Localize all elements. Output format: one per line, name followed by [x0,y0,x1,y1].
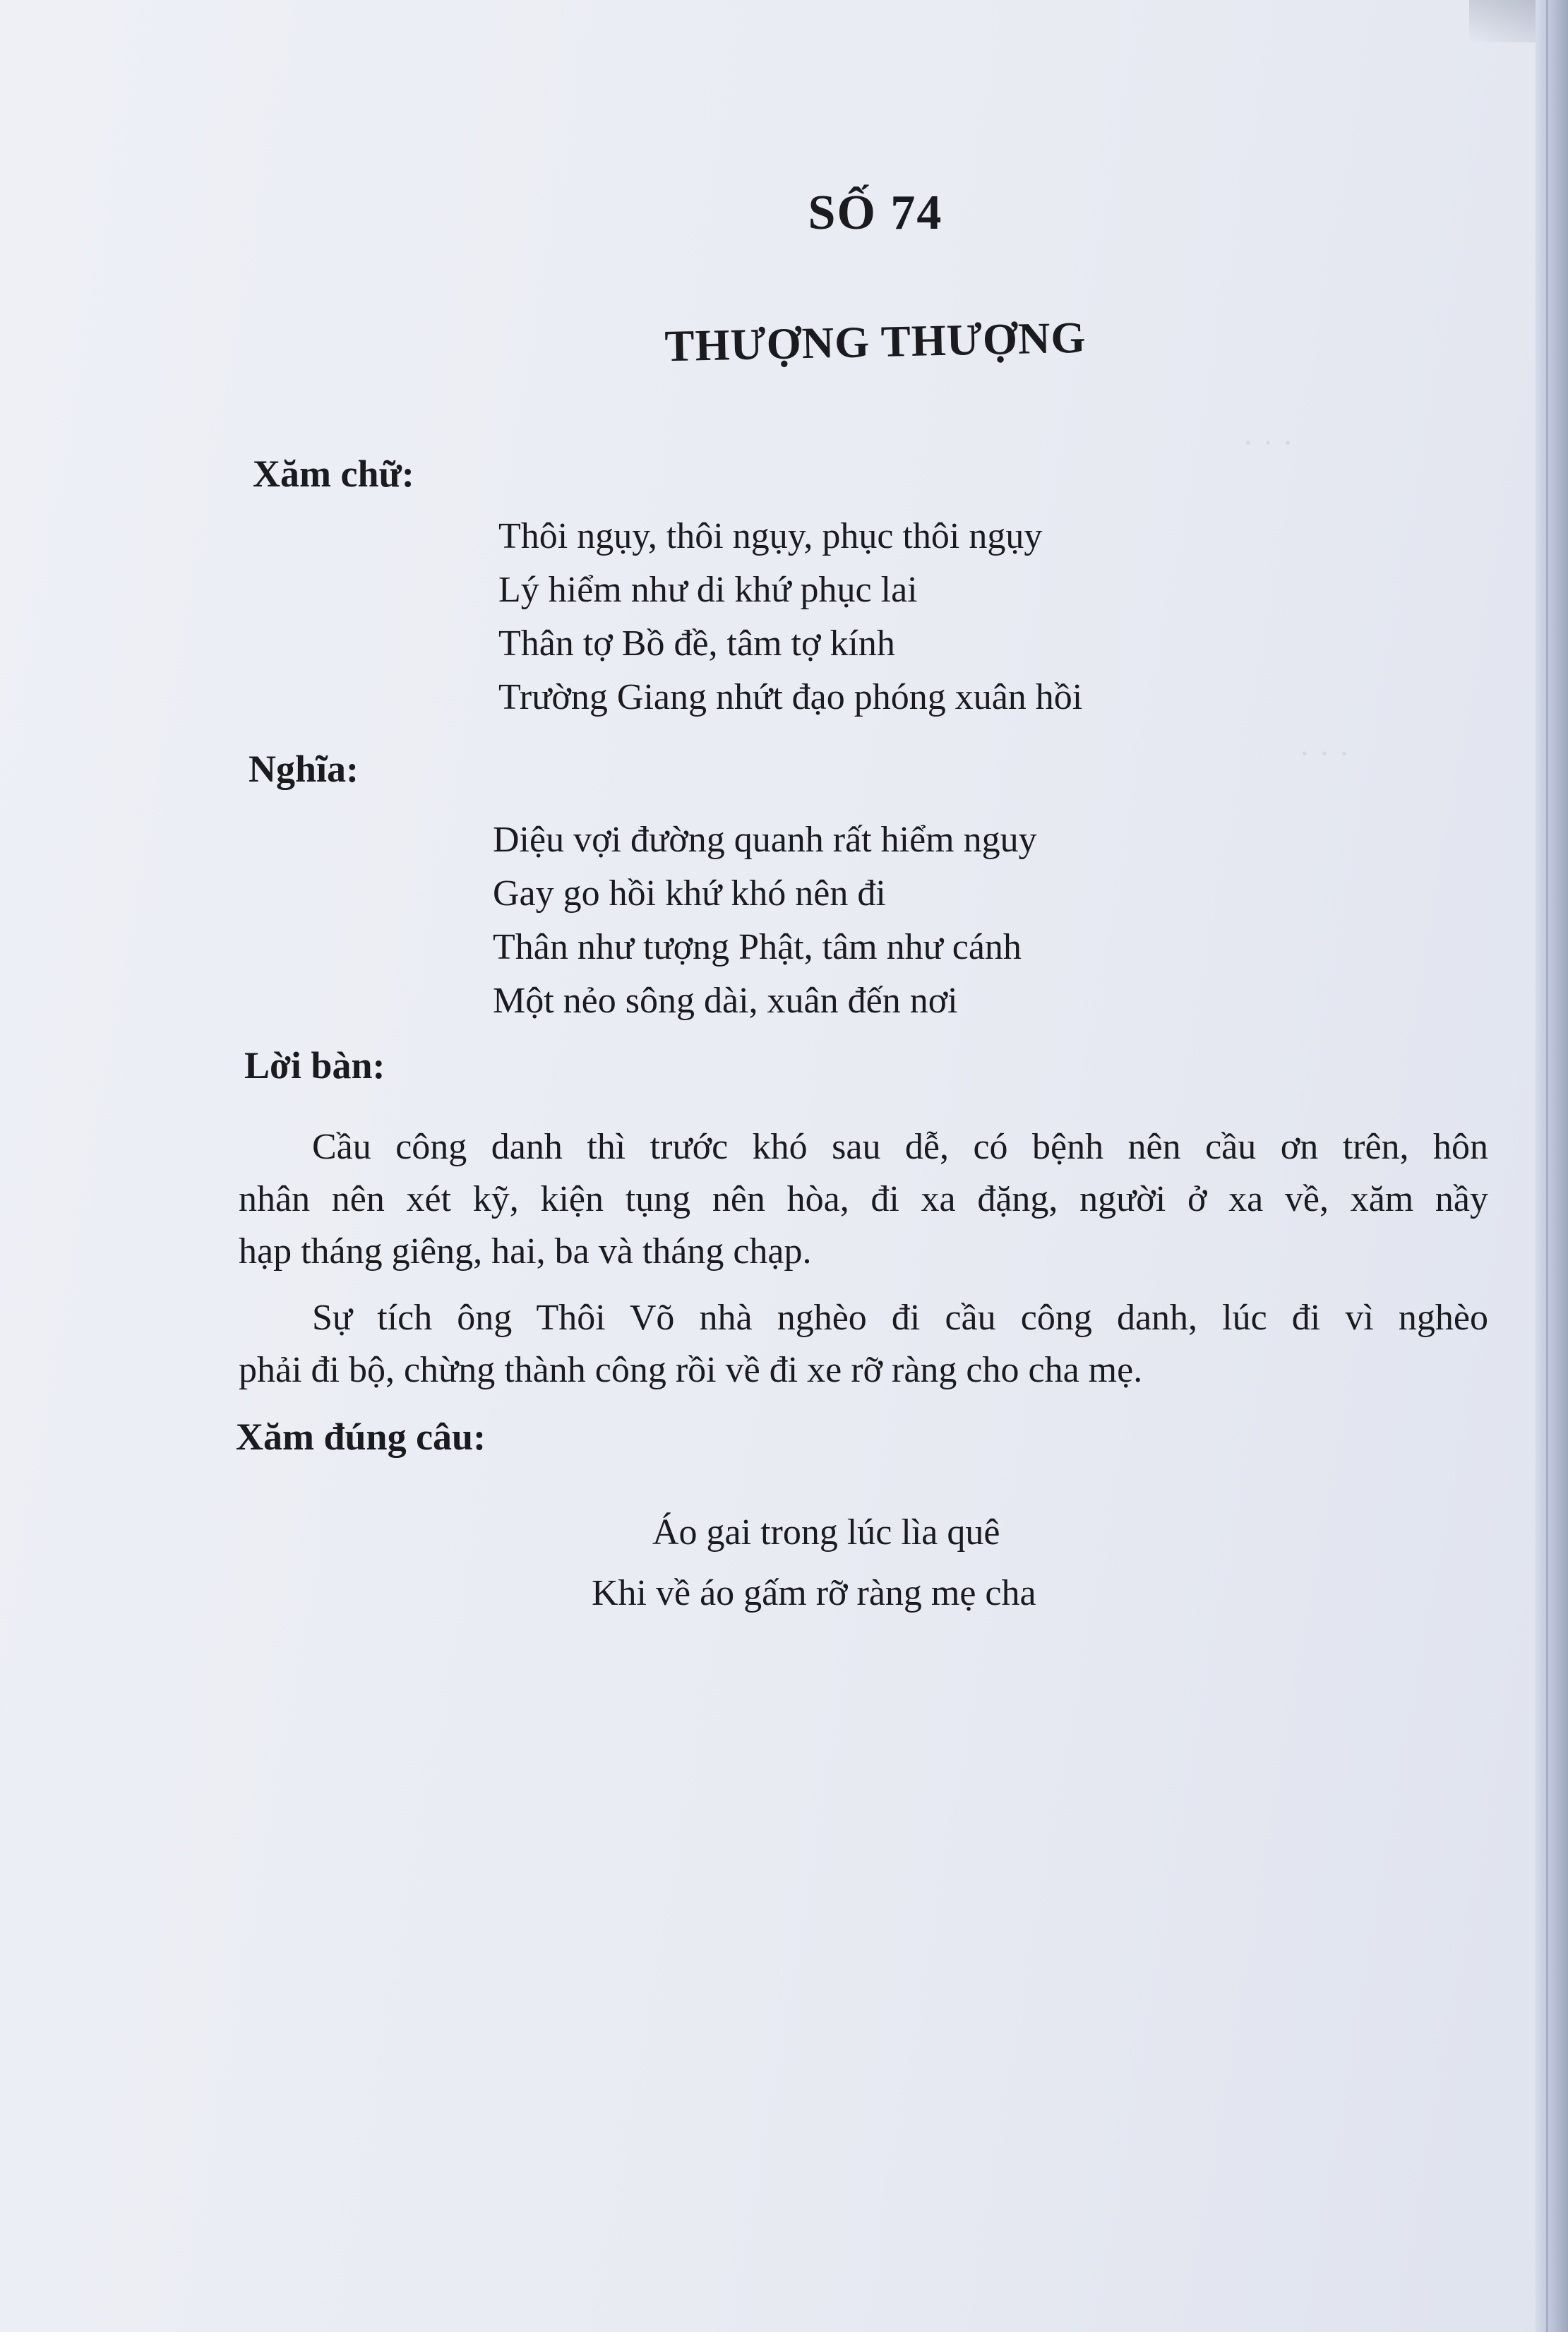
fortune-number: SỐ 74 [808,186,943,240]
verse-line: Một nẻo sông dài, xuân đến nơi [493,981,958,1021]
loi-ban-paragraph-2 [239,1292,1488,1397]
verse-line: Áo gai trong lúc lìa quê [652,1512,1000,1553]
section-label-xam-dung-cau: Xăm đúng câu: [236,1416,486,1458]
bleed-through-text: · · · [1243,424,1293,462]
nghia-verse [493,813,1037,1028]
verse-line: Lý hiểm như di khứ phục lai [498,570,918,610]
xam-chu-verse [498,510,1082,724]
verse-line: Diệu vợi đường quanh rất hiểm nguy [493,820,1037,860]
section-label-nghia: Nghĩa: [249,748,359,790]
loi-ban-paragraph-1 [239,1121,1488,1278]
paragraph-line: hạp tháng giêng, hai, ba và tháng chạp. [239,1231,812,1272]
bleed-through-text: · · · [1299,735,1350,772]
verse-line: Trường Giang nhứt đạo phóng xuân hồi [498,677,1083,717]
section-label-loi-ban: Lời bàn: [244,1044,385,1087]
verse-line: Thân như tượng Phật, tâm như cánh [493,927,1022,967]
verse-line: Thân tợ Bồ đề, tâm tợ kính [498,623,895,664]
verse-line: Khi về áo gấm rỡ ràng mẹ cha [592,1573,1036,1613]
paragraph-line: Cầu công danh thì trước khó sau dễ, có bệnh nên cầu ơn trên, hôn [312,1127,1488,1167]
fortune-title: THƯỢNG THƯỢNG [664,312,1087,371]
paragraph-line: phải đi bộ, chừng thành công rồi về đi xe rỡ ràng cho cha mẹ. [239,1350,1143,1390]
xam-dung-cau-verse [592,1502,1036,1624]
section-label-xam-chu: Xăm chữ: [253,453,414,495]
paragraph-line: nhân nên xét kỹ, kiện tụng nên hòa, đi xa đặng, người ở xa về, xăm nầy [239,1179,1488,1219]
page-edge [1536,0,1568,2332]
verse-line: Gay go hồi khứ khó nên đi [493,873,886,914]
verse-line: Thôi ngụy, thôi ngụy, phục thôi ngụy [498,516,1043,556]
paragraph-line: Sự tích ông Thôi Võ nhà nghèo đi cầu công danh, lúc đi vì nghèo [312,1298,1488,1338]
page-edge-line [1546,0,1548,2332]
